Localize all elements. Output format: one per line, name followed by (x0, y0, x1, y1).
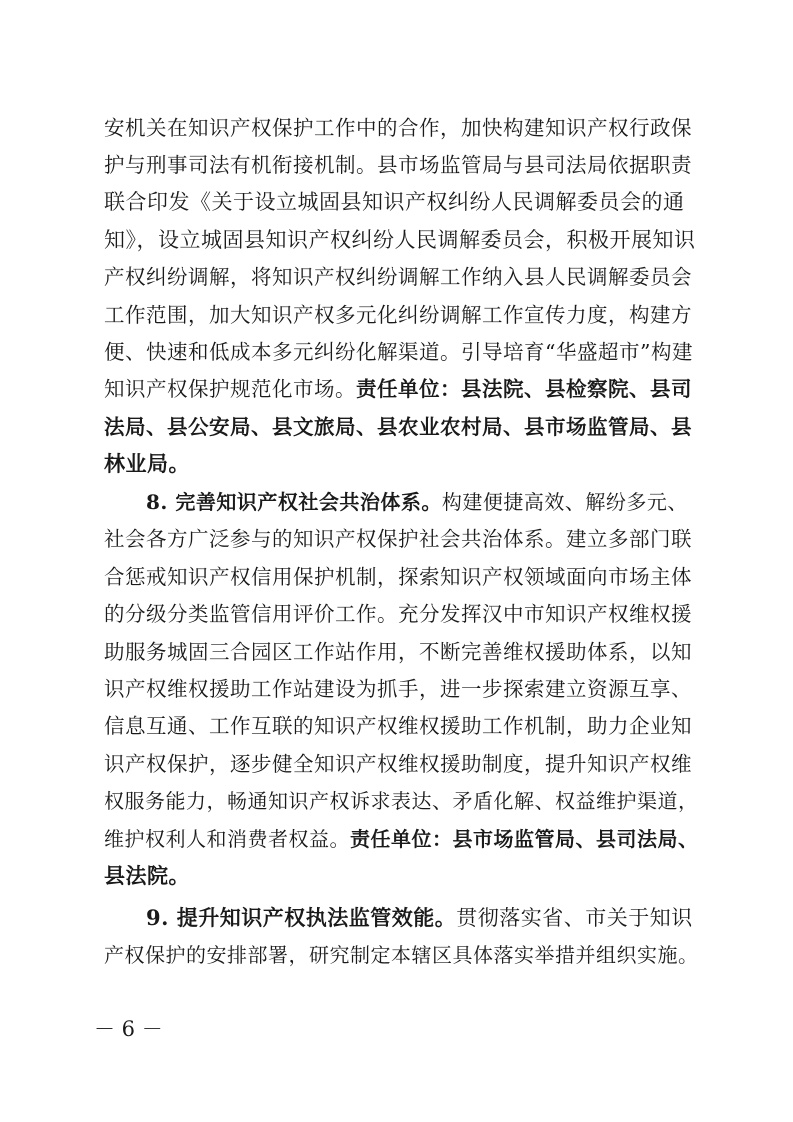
section-8-line-1 (146, 487, 688, 517)
paragraph-1-text: 知识产权保护规范化市场。 (104, 377, 356, 401)
paragraph-1-line-6: 工作范围，加大知识产权多元化纠纷调解工作宣传力度，构建方 (104, 303, 692, 327)
paragraph-1-line-1: 安机关在知识产权保护工作中的合作，加快构建知识产权行政保 (104, 116, 692, 140)
page-number: － 6 － (94, 1017, 163, 1041)
section-9-heading: 9. 提升知识产权执法监管效能。 (146, 905, 457, 930)
section-8-heading: 8. 完善知识产权社会共治体系。 (146, 490, 442, 514)
paragraph-1-line-9: 法局、县公安局、县文旅局、县农业农村局、县市场监管局、县 (104, 415, 692, 439)
section-9-text: 贯彻落实省、市关于知识 (456, 906, 693, 930)
section-8-line-10 (104, 824, 699, 854)
paragraph-1-line-7: 便、快速和低成本多元纠纷化解渠道。引导培育“华盛超市”构建 (104, 340, 693, 364)
paragraph-1-line-3: 联合印发《关于设立城固县知识产权纠纷人民调解委员会的通 (104, 190, 685, 214)
section-8-line-5: 助服务城固三合园区工作站作用，不断完善维权援助体系，以知 (104, 640, 692, 664)
paragraph-1-line-2: 护与刑事司法有机衔接机制。县市场监管局与县司法局依据职责 (104, 153, 692, 177)
section-8-text: 构建便捷高效、解纷多元、 (441, 490, 688, 514)
section-8-line-8: 识产权保护，逐步健全知识产权维权援助制度，提升知识产权维 (104, 752, 692, 776)
section-8-line-11: 县法院。 (104, 863, 190, 888)
section-8-responsible-units: 责任单位：县市场监管局、县司法局、 (350, 827, 699, 851)
section-8-line-4: 的分级分类监管信用评价工作。充分发挥汉中市知识产权维权援 (104, 602, 692, 626)
section-8-line-6: 识产权维权援助工作站建设为抓手，进一步探索建立资源互享、 (104, 677, 692, 701)
paragraph-1-line-5: 产权纠纷调解，将知识产权纠纷调解工作纳入县人民调解委员会 (104, 265, 692, 289)
section-8-line-2: 社会各方广泛参与的知识产权保护社会共治体系。建立多部门联 (104, 527, 692, 551)
paragraph-1-line-10: 林业局。 (104, 451, 190, 476)
paragraph-1-line-8 (104, 374, 692, 404)
paragraph-1-line-4: 知》，设立城固县知识产权纠纷人民调解委员会，积极开展知识 (104, 228, 696, 252)
section-8-line-9: 权服务能力，畅通知识产权诉求表达、矛盾化解、权益维护渠道， (104, 789, 699, 813)
section-9-line-2: 产权保护的安排部署，研究制定本辖区具体落实举措并组织实施。 (104, 943, 699, 967)
section-8-line-7: 信息互通、工作互联的知识产权维权援助工作机制，助力企业知 (104, 714, 692, 738)
responsible-units-label: 责任单位：县法院、县检察院、县司 (356, 377, 692, 401)
section-9-line-1 (146, 903, 693, 933)
section-8-text-end: 维护权利人和消费者权益。 (104, 827, 350, 851)
section-8-line-3: 合惩戒知识产权信用保护机制，探索知识产权领域面向市场主体 (104, 565, 692, 589)
